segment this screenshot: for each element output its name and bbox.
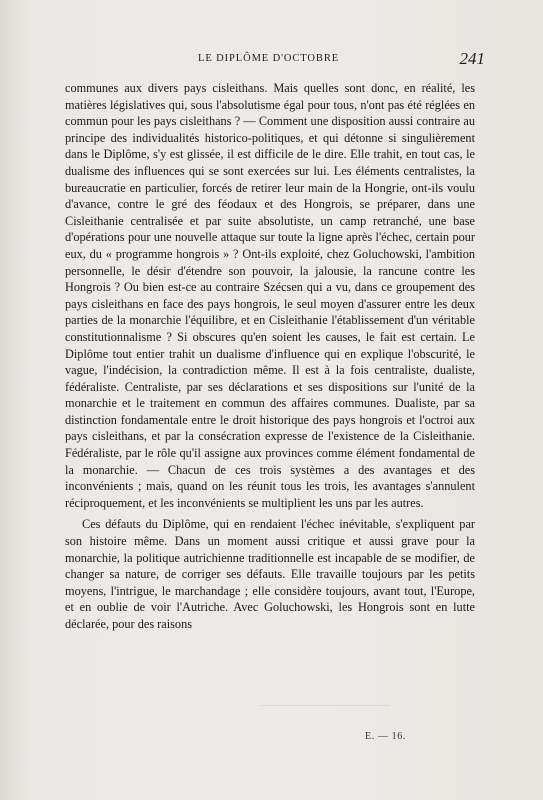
paragraph: communes aux divers pays cisleithans. Mais quelles sont donc, en réalité, les matières législatives qui, sous l'absolutisme égal pour tous, n'ont pas été réglées en commun pour les pays cisleithans ? — Comment une disposition aussi contraire au principe des individualités historico-politiques, et qui détonne si singulièrement dans le Diplôme, s'y est glissée, il est difficile de le dire. Elle trahit, en tout cas, le dualisme des influences qui se sont exercées sur lui. Les éléments centralistes, la bureaucratie en particulier, forcés de retirer leur main de la Hongrie, ont-ils voulu d'avance, contre le gré des féodaux et des Hongrois, se préparer, dans une Cisleithanie centralisée et par suite absolutiste, un camp retranché, une base d'opérations pour une nouvelle attaque sur toute la ligne après l'échec, certain pour eux, du « programme hongrois » ? Ont-ils exploité, chez Goluchowski, l'ambition personnelle, le désir d'étendre son pouvoir, la jalousie, la rancune contre les Hongrois ? Ou bien est-ce au contraire Szécsen qui a vu, dans ce groupement des pays cisleithans en face des pays hongrois, le seul moyen d'assurer entre les deux parties de la monarchie l'équilibre, et en Cisleithanie l'établissement d'un véritable constitutionnalisme ? Si obscures qu'en soient les causes, le fait est certain. Le Diplôme tout entier trahit un dualisme d'influence qui en explique l'obscurité, le vague, l'indécision, la contradiction même. Il est à la fois centraliste, dualiste, fédéraliste. Centraliste, par ses déclarations et ses dispositions sur l'unité de la monarchie et le traitement en commun des affaires communes. Dualiste, par sa distinction fondamentale entre le droit historique des pays hongrois et l'octroi aux pays cisleithans, et par la consécration expresse de l'existence de la Cisleithanie. Fédéraliste, par le rôle qu'il assigne aux provinces comme élément fondamental de la monarchie. — Chacun de ces trois systèmes a des avantages et des inconvénients ; mais, quand on les réunit tous les trois, les avantages s'annulent réciproquement, et les inconvénients se multiplient les uns par les autres.	[65, 81, 475, 510]
running-title: LE DIPLÔME D'OCTOBRE	[198, 53, 340, 64]
show-through-line	[260, 705, 390, 706]
printer-signature-mark: E. — 16.	[365, 731, 406, 742]
page-number: 241	[459, 49, 485, 68]
body-text	[65, 80, 475, 633]
paragraph: Ces défauts du Diplôme, qui en rendaient l'échec inévitable, s'expliquent par son histoire même. Dans un moment aussi critique et aussi grave pour la monarchie, la politique autrichienne traditionnelle est incapable de se modifier, de changer sa nature, de corriger ses défauts. Elle travaille toujours par les petits moyens, l'intrigue, le marchandage ; elle considère toujours, avant tout, l'Europe, et en oublie de voir l'Autriche. Avec Goluchowski, les Hongrois sont en lutte déclarée, pour des raisons	[65, 517, 475, 631]
running-header	[60, 49, 485, 70]
